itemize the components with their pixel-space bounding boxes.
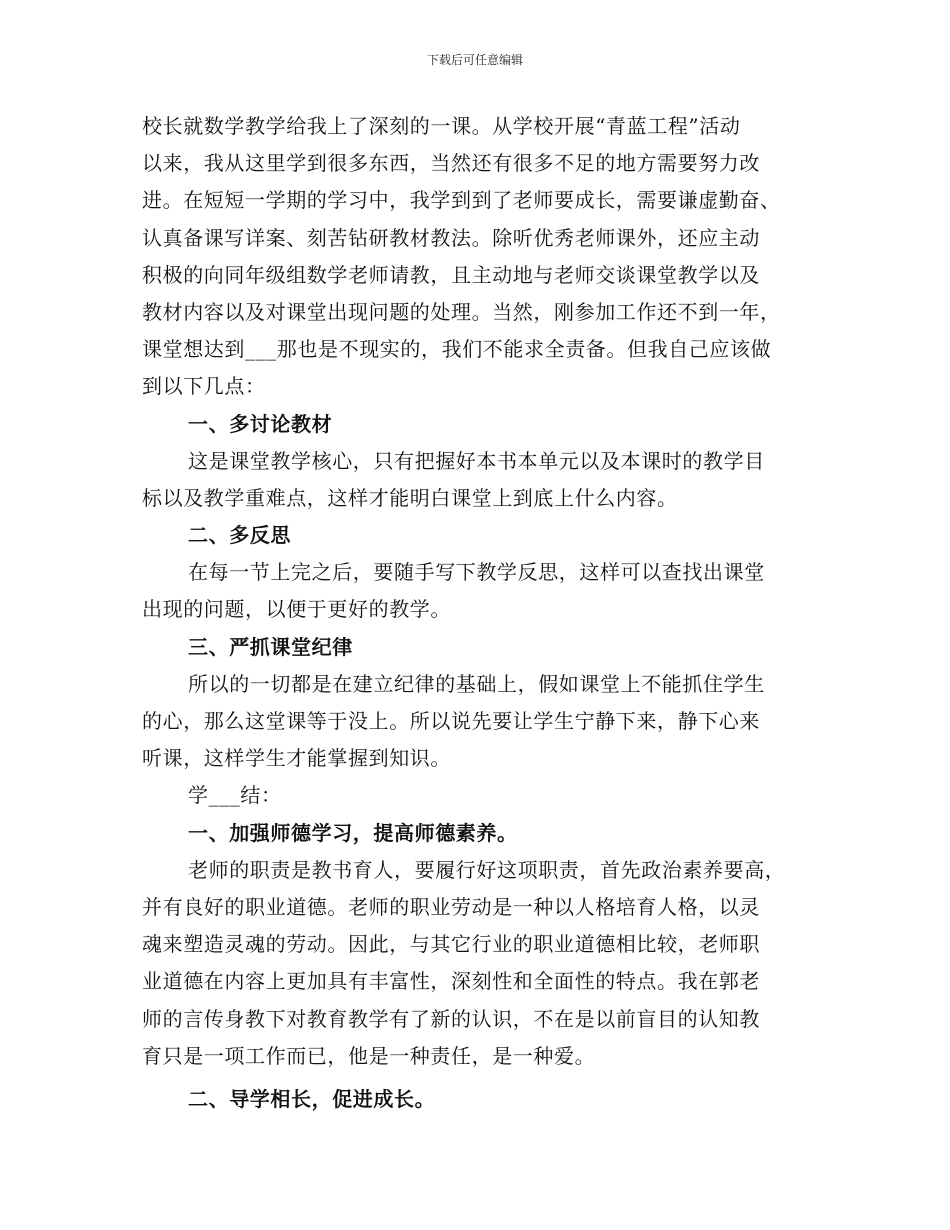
section-heading: 三、严抓课堂纪律 xyxy=(188,634,353,659)
page-header: 下载后可任意编辑 xyxy=(426,53,523,67)
paragraph-line: 课堂想达到___那也是不现实的，我们不能求全责备。但我自己应该做 xyxy=(142,337,772,362)
paragraph-line: 老师的职责是教书育人，要履行好这项职责，首先政治素养要高， xyxy=(188,857,786,882)
paragraph-line: 进。在短短一学期的学习中，我学到到了老师要成长，需要谦虚勤奋、 xyxy=(142,188,781,213)
paragraph-line: 并有良好的职业道德。老师的职业劳动是一种以人格培育人格，以灵 xyxy=(142,894,760,919)
paragraph-line: 认真备课写详案、刻苦钻研教材教法。除听优秀老师课外，还应主动 xyxy=(142,225,760,250)
paragraph-line: 校长就数学教学给我上了深刻的一课。从学校开展“青蓝工程”活动 xyxy=(142,114,741,138)
paragraph-line: 所以的一切都是在建立纪律的基础上，假如课堂上不能抓住学生 xyxy=(188,671,765,696)
paragraph-line: 到以下几点： xyxy=(142,374,266,399)
paragraph-line: 魂来塑造灵魂的劳动。因此，与其它行业的职业道德相比较，老师职 xyxy=(142,932,760,957)
section-heading: 二、多反思 xyxy=(188,523,291,548)
paragraph-line: 积极的向同年级组数学老师请教，且主动地与老师交谈课堂教学以及 xyxy=(142,262,760,287)
paragraph-line: 的心，那么这堂课等于没上。所以说先要让学生宁静下来，静下心来 xyxy=(142,709,760,733)
paragraph-line: 育只是一项工作而已，他是一种责任，是一种爱。 xyxy=(142,1043,596,1068)
paragraph-line: 出现的问题，以便于更好的教学。 xyxy=(142,597,451,622)
paragraph-line: 标以及教学重难点，这样才能明白课堂上到底上什么内容。 xyxy=(142,485,678,510)
paragraph-line: 以来，我从这里学到很多东西，当然还有很多不足的地方需要努力改 xyxy=(142,151,760,176)
paragraph-line: 这是课堂教学核心，只有把握好本书本单元以及本课时的教学目 xyxy=(188,448,765,473)
section-heading: 二、导学相长，促进成长。 xyxy=(188,1086,436,1111)
paragraph-line: 在每一节上完之后，要随手写下教学反思，这样可以查找出课堂 xyxy=(188,560,765,585)
section-heading: 一、多讨论教材 xyxy=(188,411,333,436)
paragraph-line: 师的言传身教下对教育教学有了新的认识，不在是以前盲目的认知教 xyxy=(142,1006,760,1031)
paragraph-line: 业道德在内容上更加具有丰富性，深刻性和全面性的特点。我在郭老 xyxy=(142,969,760,994)
document-body xyxy=(142,108,810,1118)
paragraph-line: 教材内容以及对课堂出现问题的处理。当然，刚参加工作还不到一年， xyxy=(142,299,781,324)
section-heading: 一、加强师德学习，提高师德素养。 xyxy=(188,820,518,845)
paragraph-line: 学___结： xyxy=(188,783,282,808)
paragraph-line: 听课，这样学生才能掌握到知识。 xyxy=(142,746,451,771)
